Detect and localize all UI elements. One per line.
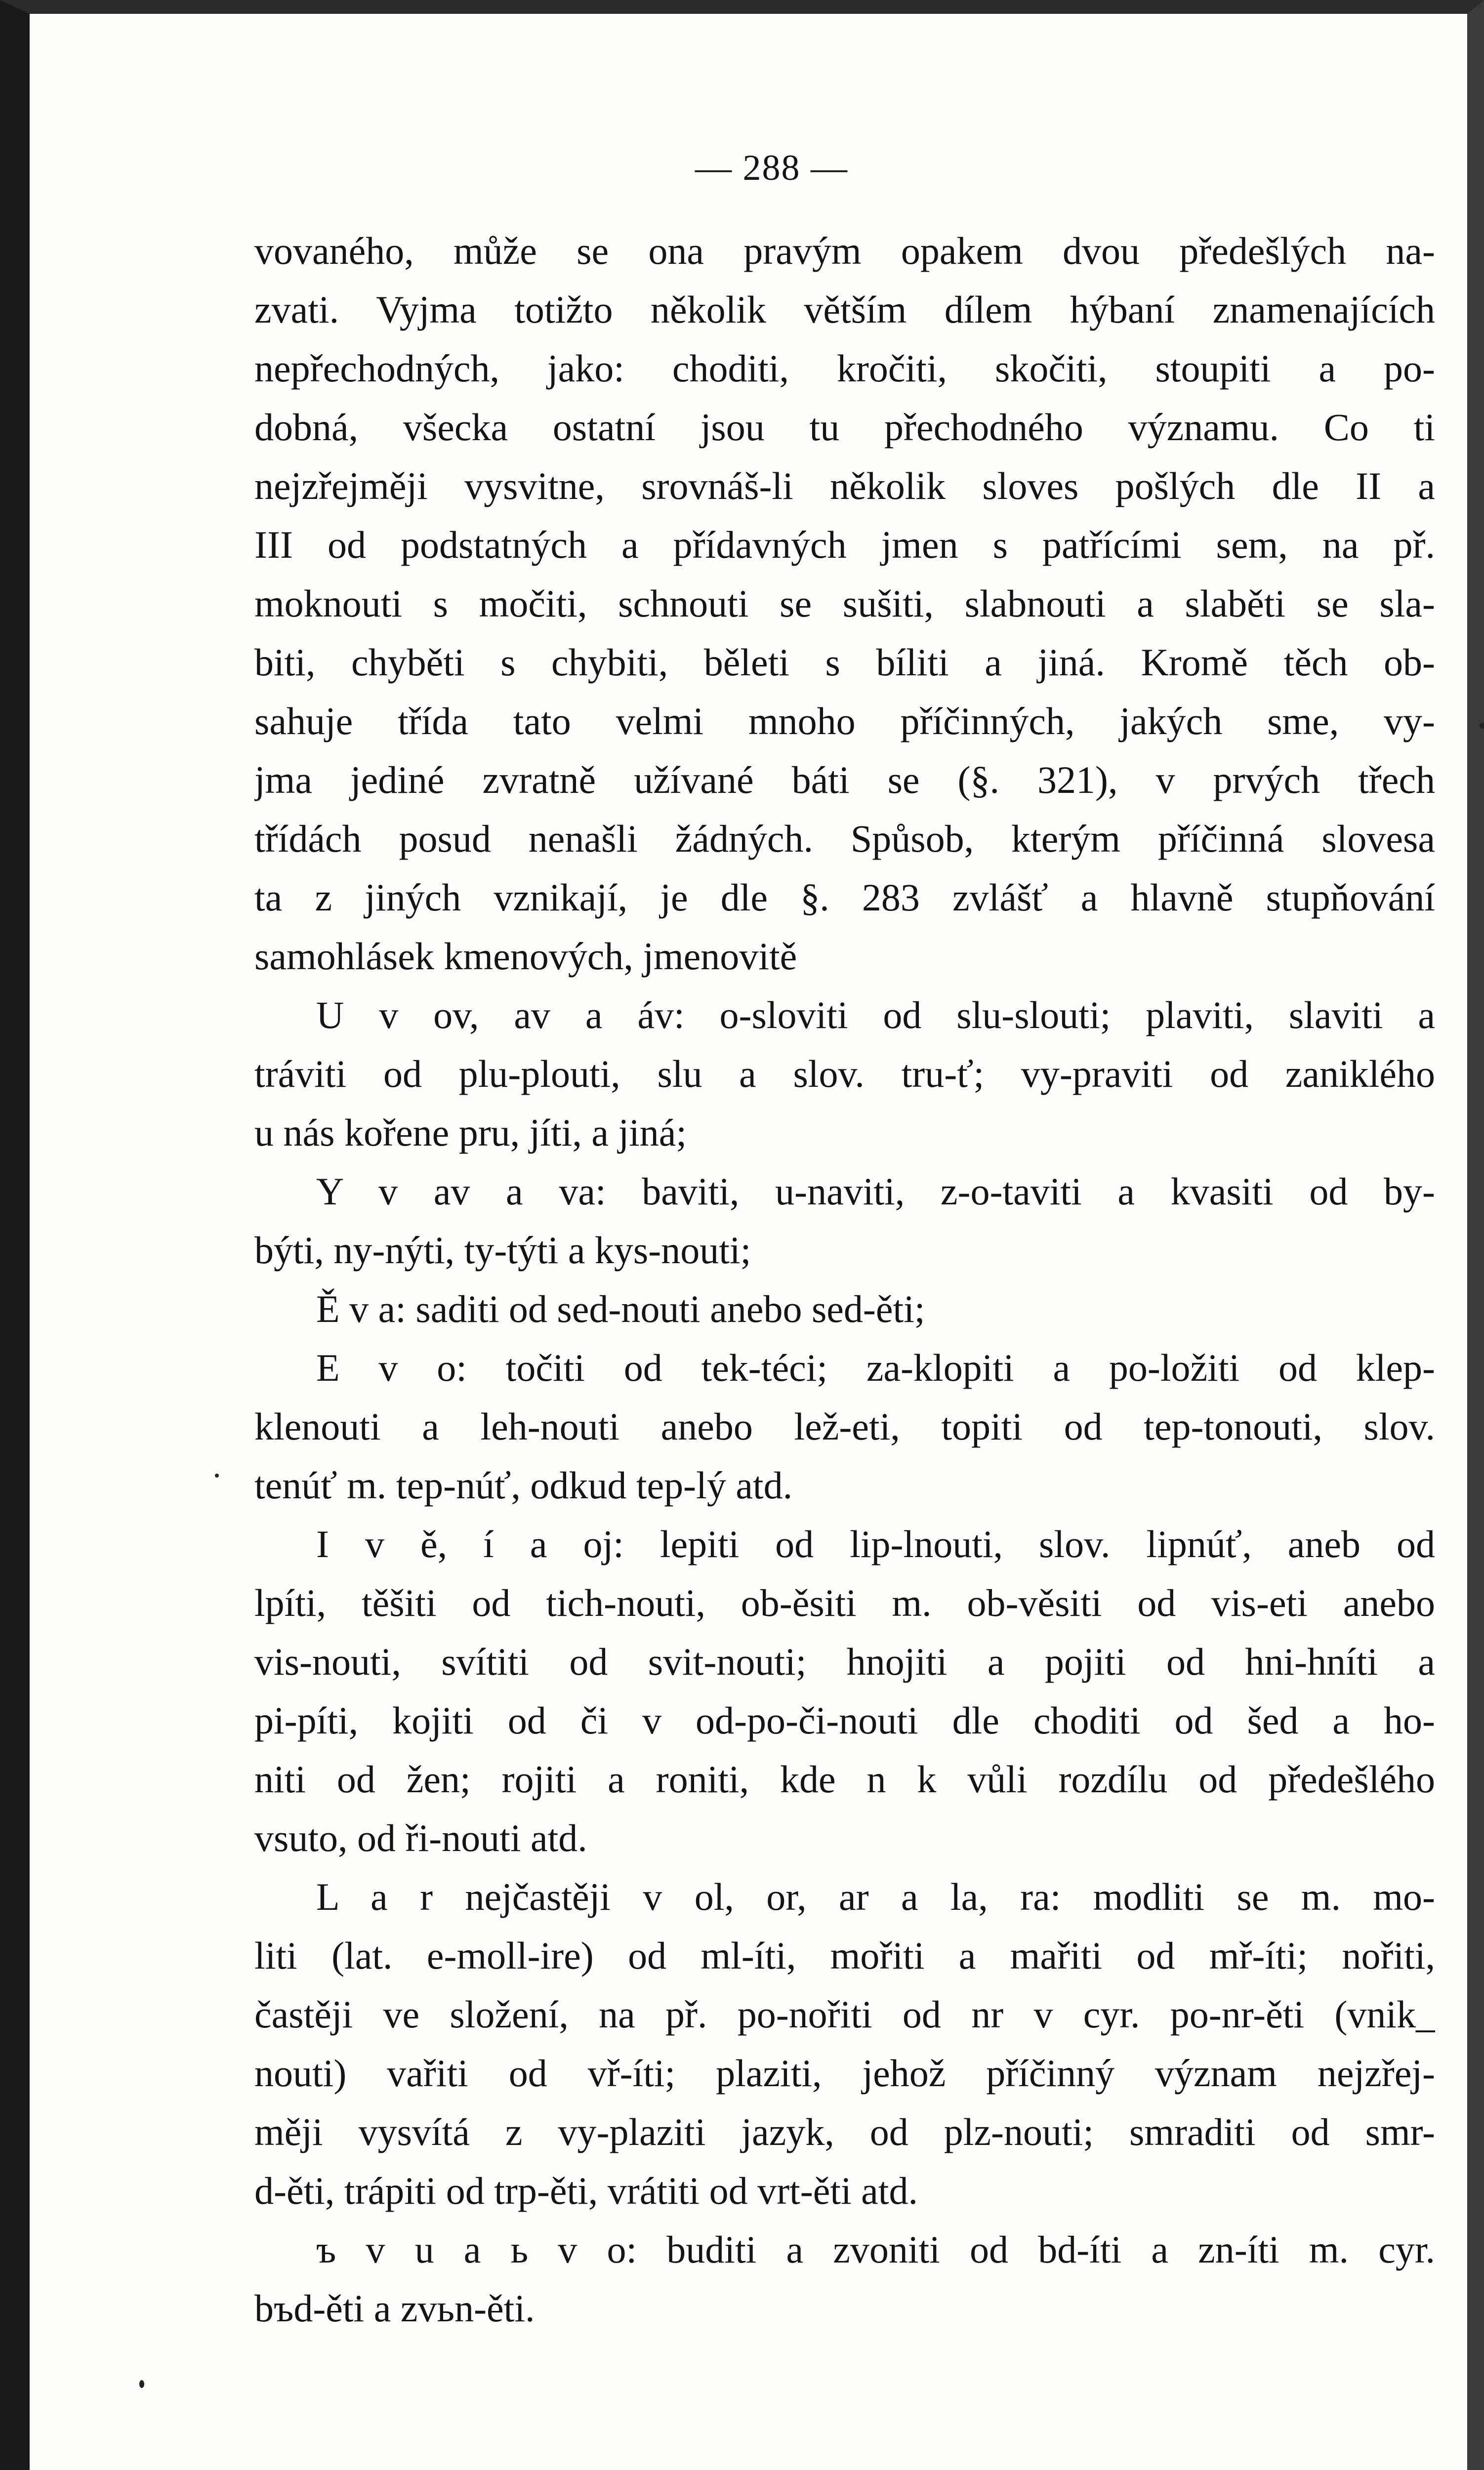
text-line: pi-píti, kojiti od či v od-po-či-nouti dle choditi od šed a ho- [254, 1699, 1435, 1742]
text-line: častěji ve složení, na př. po-nořiti od nr v cyr. po-nr-ěti (vnik_ [254, 1993, 1435, 2036]
page-number: — 288 — [695, 148, 848, 188]
text-line: třídách posud nenašli žádných. Spůsob, kterým příčinná slovesa [254, 817, 1435, 860]
text-line: III od podstatných a přídavných jmen s patřícími sem, na př. [254, 523, 1435, 566]
text-line: měji vysvítá z vy-plaziti jazyk, od plz-nouti; smraditi od smr- [254, 2110, 1435, 2153]
text-line: tráviti od plu-plouti, slu a slov. tru-ť; vy-praviti od zaniklého [254, 1052, 1435, 1095]
text-line: nouti) vařiti od vř-íti; plaziti, jehož příčinný význam nejzřej- [254, 2052, 1435, 2095]
text-line: L a r nejčastěji v ol, or, ar a la, ra: modliti se m. mo- [316, 1875, 1435, 1918]
text-line: lpíti, těšiti od tich-nouti, ob-ěsiti m. ob-věsiti od vis-eti anebo [254, 1581, 1435, 1624]
text-line: E v o: točiti od tek-téci; za-klopiti a po-ložiti od klep- [316, 1346, 1435, 1389]
text-line: d-ěti, trápiti od trp-ěti, vrátiti od vrt-ěti atd. [254, 2169, 918, 2212]
text-line: sahuje třída tato velmi mnoho příčinných, jakých sme, vy- [254, 700, 1435, 742]
text-line: samohlásek kmenových, jmenovitě [254, 935, 797, 978]
text-line: liti (lat. e-moll-ire) od ml-íti, mořiti a mařiti od mř-íti; nořiti, [254, 1934, 1435, 1977]
text-line: ъ v u a ь v o: buditi a zvoniti od bd-íti a zn-íti m. cyr. [316, 2228, 1435, 2271]
text-line: vsuto, od ři-nouti atd. [254, 1816, 587, 1859]
text-line: klenouti a leh-nouti anebo lež-eti, topiti od tep-tonouti, slov. [254, 1405, 1435, 1448]
text-line: ta z jiných vznikají, je dle §. 283 zvlášť a hlavně stupňování [254, 876, 1435, 919]
text-line: dobná, všecka ostatní jsou tu přechodného významu. Co ti [254, 406, 1435, 449]
text-line: býti, ny-nýti, ty-týti a kys-nouti; [254, 1229, 751, 1272]
text-line: I v ě, í a oj: lepiti od lip-lnouti, slov. lipnúť, aneb od [316, 1523, 1435, 1565]
text-line: bъd-ěti a zvьn-ěti. [254, 2287, 535, 2330]
text-line: moknouti s močiti, schnouti se sušiti, slabnouti a slaběti se sla- [254, 582, 1435, 625]
text-line: u nás kořene pru, jíti, a jiná; [254, 1111, 687, 1154]
text-line: nejzřejměji vysvitne, srovnáš-li několik sloves pošlých dle II a [254, 464, 1435, 507]
text-line: zvati. Vyjma totižto několik větším dílem hýbaní znamenajících [254, 288, 1435, 331]
text-line: Y v av a va: baviti, u-naviti, z-o-taviti a kvasiti od by- [316, 1170, 1435, 1213]
text-line: jma jediné zvratně užívané báti se (§. 321), v prvých třech [254, 758, 1435, 801]
text-line: biti, chyběti s chybiti, běleti s bíliti a jiná. Kromě těch ob- [254, 641, 1435, 684]
body-text [254, 221, 1435, 2338]
text-line: niti od žen; rojiti a roniti, kde n k vůli rozdílu od předešlého [254, 1758, 1435, 1801]
ink-speck [1480, 723, 1484, 729]
ink-speck [215, 1474, 219, 1478]
ink-speck [139, 2380, 144, 2388]
text-line: vovaného, může se ona pravým opakem dvou předešlých na- [254, 229, 1435, 272]
text-line: nepřechodných, jako: choditi, kročiti, skočiti, stoupiti a po- [254, 347, 1435, 390]
text-line: vis-nouti, svítiti od svit-nouti; hnojiti a pojiti od hni-hníti a [254, 1640, 1435, 1683]
text-line: U v ov, av a áv: o-sloviti od slu-slouti; plaviti, slaviti a [316, 993, 1435, 1036]
text-line: Ě v a: saditi od sed-nouti anebo sed-ěti; [316, 1287, 925, 1330]
text-line: tenúť m. tep-núť, odkud tep-lý atd. [254, 1464, 793, 1507]
